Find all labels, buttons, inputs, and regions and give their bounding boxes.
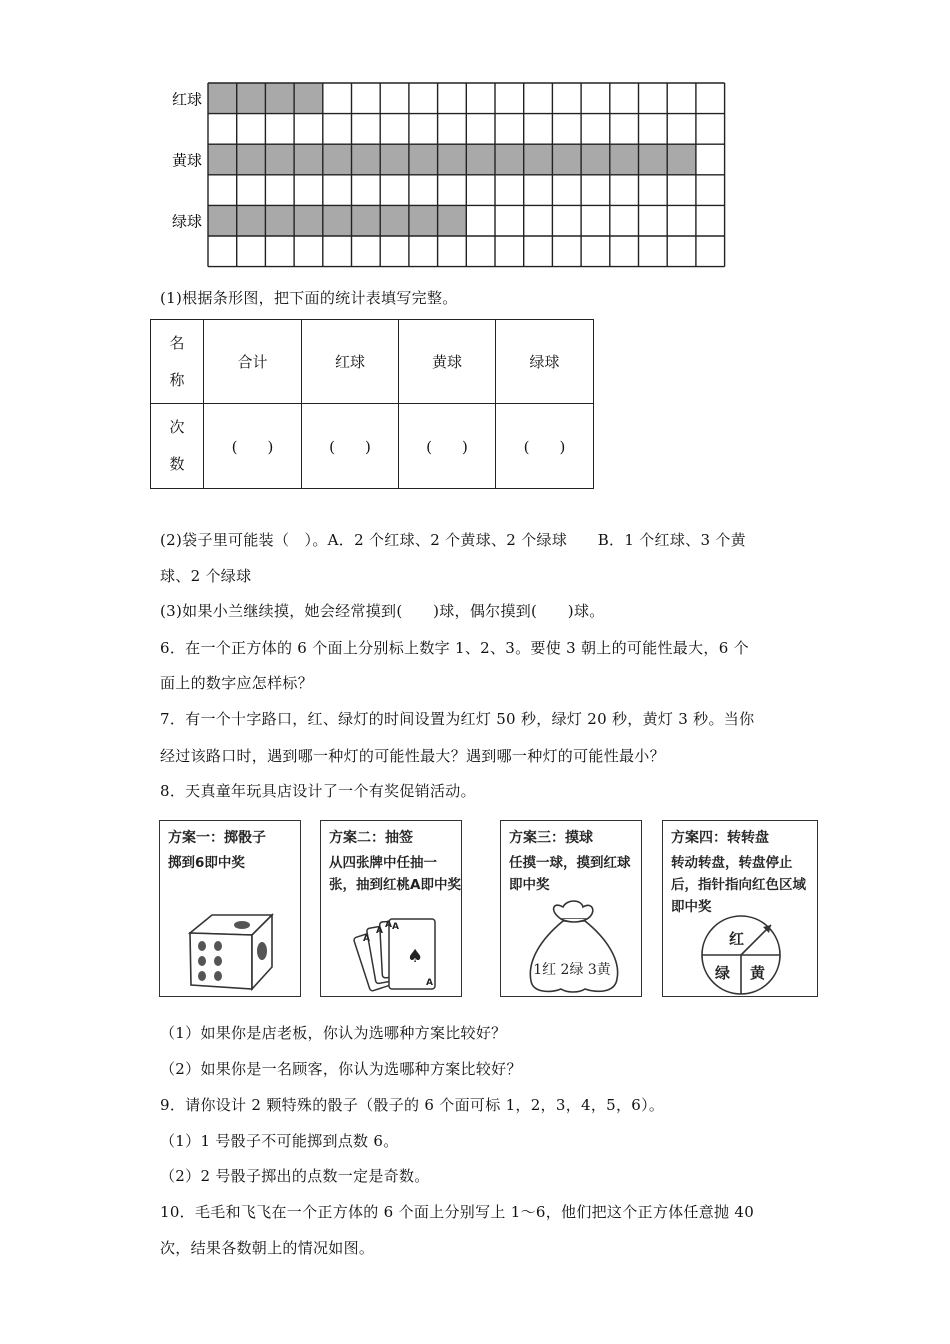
plan-4-title: 方案四：转转盘: [671, 830, 769, 846]
q8-line1: 8．天真童年玩具店设计了一个有奖促销活动。: [160, 782, 476, 800]
svg-text:A: A: [392, 922, 399, 932]
q9-sub2: （2）2 号骰子掷出的点数一定是奇数。: [160, 1167, 430, 1185]
bar-绿球: [208, 205, 466, 236]
plan-4-desc: 转动转盘，转盘停止后，指针指向红色区域即中奖: [671, 855, 806, 915]
q9-sub1: （1）1 号骰子不可能掷到点数 6。: [160, 1132, 399, 1150]
plan-3-panel: [500, 820, 642, 997]
col-total: 合计: [204, 320, 302, 404]
plan-3-title: 方案三：摸球: [509, 830, 593, 846]
spinner-icon: [663, 821, 818, 997]
plan-2-title: 方案二：抽签: [329, 830, 413, 846]
blank-green[interactable]: ( ): [496, 404, 594, 489]
plan-1-title: 方案一：掷骰子: [168, 830, 266, 846]
q9-line1: 9．请你设计 2 颗特殊的骰子（骰子的 6 个面可标 1，2，3，4，5，6）。: [160, 1096, 665, 1114]
q8-sub2: （2）如果你是一名顾客，你认为选哪种方案比较好？: [160, 1060, 522, 1078]
q10-line1: 10．毛毛和飞飞在一个正方体的 6 个面上分别写上 1～6，他们把这个正方体任意抛 40: [160, 1203, 755, 1221]
q7-line2: 经过该路口时，遇到哪一种灯的可能性最大？遇到哪一种灯的可能性最小？: [160, 747, 665, 765]
q6-line2: 面上的数字应怎样标？: [160, 674, 314, 692]
statistics-table: [150, 319, 594, 489]
blank-red[interactable]: ( ): [302, 404, 399, 489]
blank-total[interactable]: ( ): [204, 404, 302, 489]
q6-line1: 6．在一个正方体的 6 个面上分别标上数字 1、2、3。要使 3 朝上的可能性最大，6 个: [160, 639, 749, 657]
bar-label-红球: 红球: [171, 90, 202, 109]
bar-chart: [160, 78, 730, 270]
sector-red-label: 红: [729, 930, 745, 948]
plan-2-panel: [320, 820, 462, 997]
plan-1-desc: 掷到6即中奖: [168, 855, 245, 871]
q10-line2: 次，结果各数朝上的情况如图。: [160, 1239, 375, 1257]
q7-line1: 7．有一个十字路口，红、绿灯的时间设置为红灯 50 秒，绿灯 20 秒，黄灯 3 秒。当你: [160, 710, 755, 728]
bar-黄球: [208, 144, 696, 175]
plan-3-desc: 任摸一球，摸到红球即中奖: [509, 855, 631, 893]
row-header-count: 次 数: [151, 404, 204, 489]
col-red: 红球: [302, 320, 399, 404]
q1-prompt: (1)根据条形图，把下面的统计表填写完整。: [160, 289, 458, 307]
sector-green-label: 绿: [715, 964, 731, 982]
svg-text:A: A: [385, 920, 392, 930]
row-header-name: 名 称: [151, 320, 204, 404]
plan-2-desc: 从四张牌中任抽一张，抽到红桃A即中奖: [329, 855, 461, 893]
col-yellow: 黄球: [399, 320, 496, 404]
svg-text:A: A: [426, 978, 433, 988]
q3-line: (3)如果小兰继续摸，她会经常摸到( )球，偶尔摸到( )球。: [160, 602, 605, 620]
bar-label-绿球: 绿球: [171, 212, 202, 231]
col-green: 绿球: [496, 320, 594, 404]
q8-sub1: （1）如果你是店老板，你认为选哪种方案比较好？: [160, 1024, 507, 1042]
bar-label-黄球: 黄球: [171, 151, 202, 170]
playing-cards-icon: [321, 821, 462, 997]
sector-yellow-label: 黄: [750, 964, 766, 982]
dice-icon: [160, 821, 301, 997]
svg-text:A: A: [363, 934, 370, 944]
bag-label: 1红 2绿 3黄: [533, 962, 611, 978]
svg-text:A: A: [376, 926, 383, 936]
q2-line2: 球、2 个绿球: [160, 567, 252, 585]
blank-yellow[interactable]: ( ): [399, 404, 496, 489]
plan-1-panel: [159, 820, 301, 997]
plan-4-panel: [662, 820, 818, 997]
q2-line1: (2)袋子里可能装（ ）。A．2 个红球、2 个黄球、2 个绿球 B．1 个红球、3 个黄: [160, 531, 746, 549]
svg-text:♠: ♠: [407, 946, 424, 967]
